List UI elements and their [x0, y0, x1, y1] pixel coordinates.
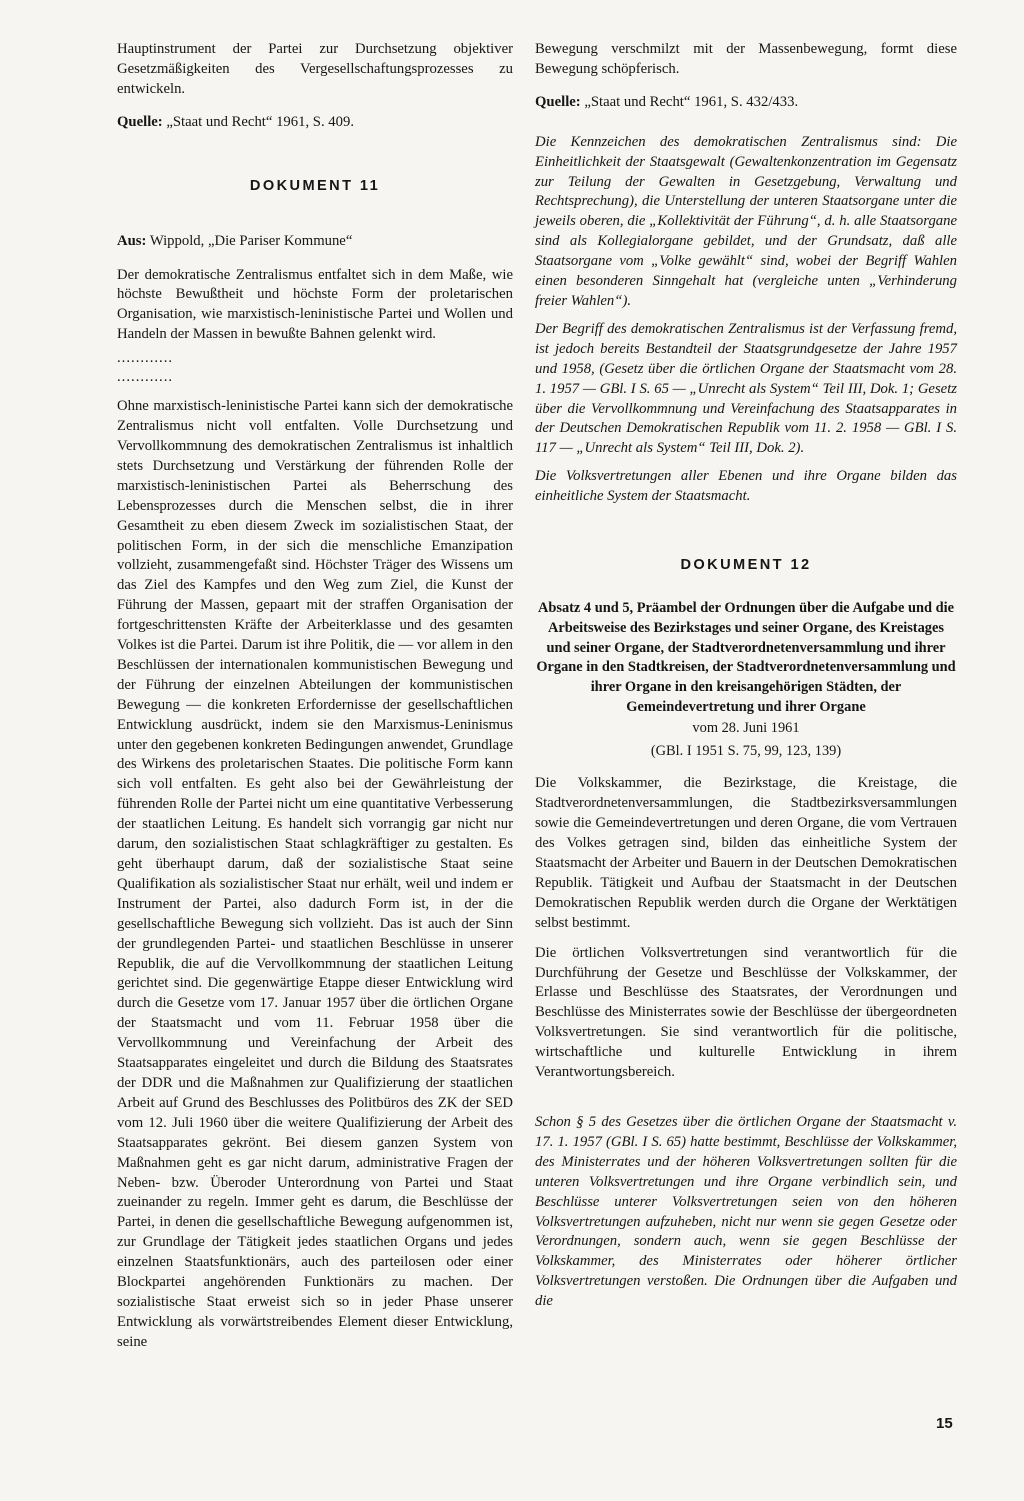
- excerpt-source: [117, 232, 513, 252]
- preamble-gazette-reference: (GBl. I 1951 S. 75, 99, 123, 139): [650, 742, 842, 759]
- comment-paragraph-1: Die Kennzeichen des demokratischen Zentralismus sind: Die Einheitlichkeit der Staatsgewalt (Gewaltenkonzentration im Gegensatz zur Teilung der Gewalten in Gesetzgebung, Verwaltung und Rechtsprechung), die Unterstellung der unteren Staatsorgane unter die jeweils oberen, die „Kollektivität der Führung“, d. h. alle Staatsorgane sind als Kollegialorgane gebildet, und der Grundsatz, daß alle Staatsorgane vom „Volke gewählt“ sind, wobei der Begriff Wahlen einen besonderen Sinngehalt hat (vergleiche unten „Verhinderung freier Wahlen“).: [535, 133, 957, 309]
- preamble-date: vom 28. Juni 1961: [692, 719, 800, 736]
- source-label: Quelle:: [117, 113, 163, 130]
- source-citation: [117, 113, 513, 133]
- continuation-paragraph: Bewegung verschmilzt mit der Massenbewegung, formt diese Bewegung schöpferisch.: [535, 41, 957, 77]
- document-12-heading: DOKUMENT 12: [680, 557, 812, 574]
- ellipsis-line-1: ............: [117, 350, 174, 367]
- right-column: [535, 40, 957, 1312]
- aus-label: Aus:: [117, 232, 147, 249]
- source-citation-right: [535, 93, 957, 113]
- comment-paragraph-3: Die Volksvertretungen aller Ebenen und ihre Organe bilden das einheitliche System der Staatsmacht.: [535, 468, 957, 505]
- paragraph-1: Der demokratische Zentralismus entfaltet sich in dem Maße, wie höchste Bewußtheit und höchste Form der proletarischen Organisation, wie marxistisch-leninistische Partei und Wollen und Handeln der Massen in bewußte Bahnen gelenkt wird.: [117, 266, 513, 343]
- document-11-heading: DOKUMENT 11: [249, 177, 381, 194]
- comment-paragraph-2: Der Begriff des demokratischen Zentralismus ist der Verfassung fremd, ist jedoch bereits Bestandteil der Staatsgrundgesetze der Jahre 1957 und 1958, (Gesetz über die örtlichen Organe der Staatsmacht vom 28. 1. 1957 — GBl. I S. 65 — „Unrecht als System“ Teil III, Dok. 1; Gesetz über die Vervollkommnung und Vereinfachung des Staatsapparates in der Deutschen Demokratischen Republik vom 11. 2. 1958 — GBl. I S. 117 — „Unrecht als System“ Teil III, Dok. 2).: [535, 320, 957, 457]
- source-text-right: „Staat und Recht“ 1961, S. 432/433.: [584, 93, 799, 110]
- aus-text: Wippold, „Die Pariser Kommune“: [149, 232, 353, 249]
- left-column: [117, 40, 513, 1357]
- intro-paragraph: Hauptinstrument der Partei zur Durchsetzung objektiver Gesetzmäßigkeiten des Vergesellschaftungsprozesses zu entwickeln.: [117, 41, 513, 97]
- law-paragraph-2: Die örtlichen Volksvertretungen sind verantwortlich für die Durchführung der Gesetze und Beschlüsse der Volkskammer, der Erlasse und Beschlüsse des Staatsrates, der Verordnungen und Beschlüsse des Ministerrates sowie der Beschlüsse der übergeordneten Volksvertretungen. Sie sind verantwortlich für die politische, wirtschaftliche und kulturelle Entwicklung in ihrem Verantwortungsbereich.: [535, 944, 957, 1081]
- preamble-title: Absatz 4 und 5, Präambel der Ordnungen über die Aufgabe und die Arbeitsweise des Bezirkstages und seiner Organe, des Kreistages und seiner Organe, der Stadtverordnetenversammlung und ihrer Organe in den Stadtkreisen, der Stadtverordnetenversammlung und ihrer Organe in den kreisangehörigen Städten, der Gemeindevertretung und ihrer Organe: [536, 600, 956, 716]
- source-label-right: Quelle:: [535, 93, 581, 110]
- ellipsis-line-2: ............: [117, 369, 174, 386]
- paragraph-2: Ohne marxistisch-leninistische Partei kann sich der demokratische Zentralismus nicht voll entfalten. Volle Durchsetzung und Vervollkommnung des demokratischen Zentralismus ist inhaltlich stets Durchsetzung und Verstärkung der führenden Rolle der marxistisch-leninistischen Partei als Beherrschung des Lebensprozesses durch die Menschen selbst, die in ihrer Gesamtheit zu eben diesem Zweck im sozialistischen Staat, der politischen Form, in der sich die menschliche Emanzipation vollzieht, zusammengefaßt sind. Höchster Träger des Wissens um das Ziel des Kampfes und den Weg zum Ziel, die Kunst der Führung der Massen, gepaart mit der straffen Organisation der fortgeschrittensten Kräfte der Arbeiterklasse und des gesamten Volkes ist die Partei. Darum ist ihre Politik, die — vor allem in den Beschlüssen der internationalen kommunistischen Bewegung und der Führung der einzelnen Abteilungen der kommunistischen Bewegung — die konkreten Erfordernisse der gesellschaftlichen Entwicklung ausdrückt, indem sie den Marxismus-Leninismus unter den gegebenen konkreten Bedingungen anwendet, Grundlage des Wirkens des proletarischen Staates. Die politische Form kann sich voll entfalten. Es geht also bei der Gewährleistung der führenden Rolle der Partei nicht um eine quantitative Verbesserung der staatlichen Leitung. Es handelt sich vorrangig gar nicht nur darum, den sozialistischen Staat schlagkräftiger zu gestalten. Es geht überhaupt darum, daß der sozialistische Staat seine Qualifikation als sozialistischer Staat nur erhält, weil und indem er Instrument der Partei, also dadurch Form ist, in der die gesellschaftliche Bewegung sich vollzieht. Das ist auch der Sinn der grundlegenden Partei- und staatlichen Beschlüsse in unserer Republik, die auf die Vervollkommnung der staatlichen Leitung gerichtet sind. Die gegenwärtige Etappe dieser Entwicklung wird durch die Gesetze vom 17. Januar 1957 über die örtlichen Organe der Staatsmacht und vom 11. Februar 1958 über die Vervollkommnung und Vereinfachung der Arbeit des Staatsapparates eingeleitet und durch die Bildung des Staatsrates der DDR und die Maßnahmen zur Qualifizierung der staatlichen Arbeit auf Grund des Beschlusses des Politbüros des ZK der SED vom 12. Juli 1960 über die weitere Qualifizierung der Arbeit des Staatsapparates gekrönt. Bei diesem ganzen System von Maßnahmen geht es gar nicht darum, administrative Fragen der Neben- bzw. Überoder Unterordnung von Partei und Staat zueinander zu regeln. Immer geht es darum, die Beschlüsse der Partei, in denen die gesellschaftliche Bewegung aufgenommen ist, zur Grundlage der Tätigkeit jedes staatlichen Organs und jedes einzelnen Staatsfunktionärs, auch des parteilosen oder einer Blockpartei angehörenden Funktionärs zu machen. Der sozialistische Staat erweist sich so in jeder Phase unserer Entwicklung als vorwärtstreibendes Element dieser Entwicklung, seine: [117, 398, 513, 1350]
- page-number: 15: [936, 1415, 953, 1432]
- law-paragraph-1: Die Volkskammer, die Bezirkstage, die Kreistage, die Stadtverordnetenversammlungen, die Stadtbezirksversammlungen sowie die Gemeindevertretungen und deren Organe, die vom Vertrauen des Volkes getragen sind, bilden das einheitliche System der Staatsmacht der Arbeiter und Bauern in der Deutschen Demokratischen Republik. Tätigkeit und Aufbau der Staatsmacht in der Deutschen Demokratischen Republik werden durch die Organe der Werktätigen selbst bestimmt.: [535, 775, 957, 931]
- editorial-comment-block: [535, 133, 957, 507]
- comment-paragraph-4: Schon § 5 des Gesetzes über die örtlichen Organe der Staatsmacht v. 17. 1. 1957 (GBl. I S. 65) hatte bestimmt, Beschlüsse der Volkskammer, des Ministerrates und der höheren Volksvertretungen sollten für die unteren Volksvertretungen und ihre Organe verbindlich sein, und Beschlüsse unterer Volksvertretungen seien von den höheren Volksvertretungen aufzuheben, nicht nur wenn sie gegen Gesetze oder Verordnungen, sondern auch, wenn sie gegen Beschlüsse der Volkskammer, des Ministerrates oder höherer örtlicher Volksvertretungen verstoßen. Die Ordnungen über die Aufgaben und die: [535, 1114, 957, 1310]
- source-text: „Staat und Recht“ 1961, S. 409.: [166, 113, 355, 130]
